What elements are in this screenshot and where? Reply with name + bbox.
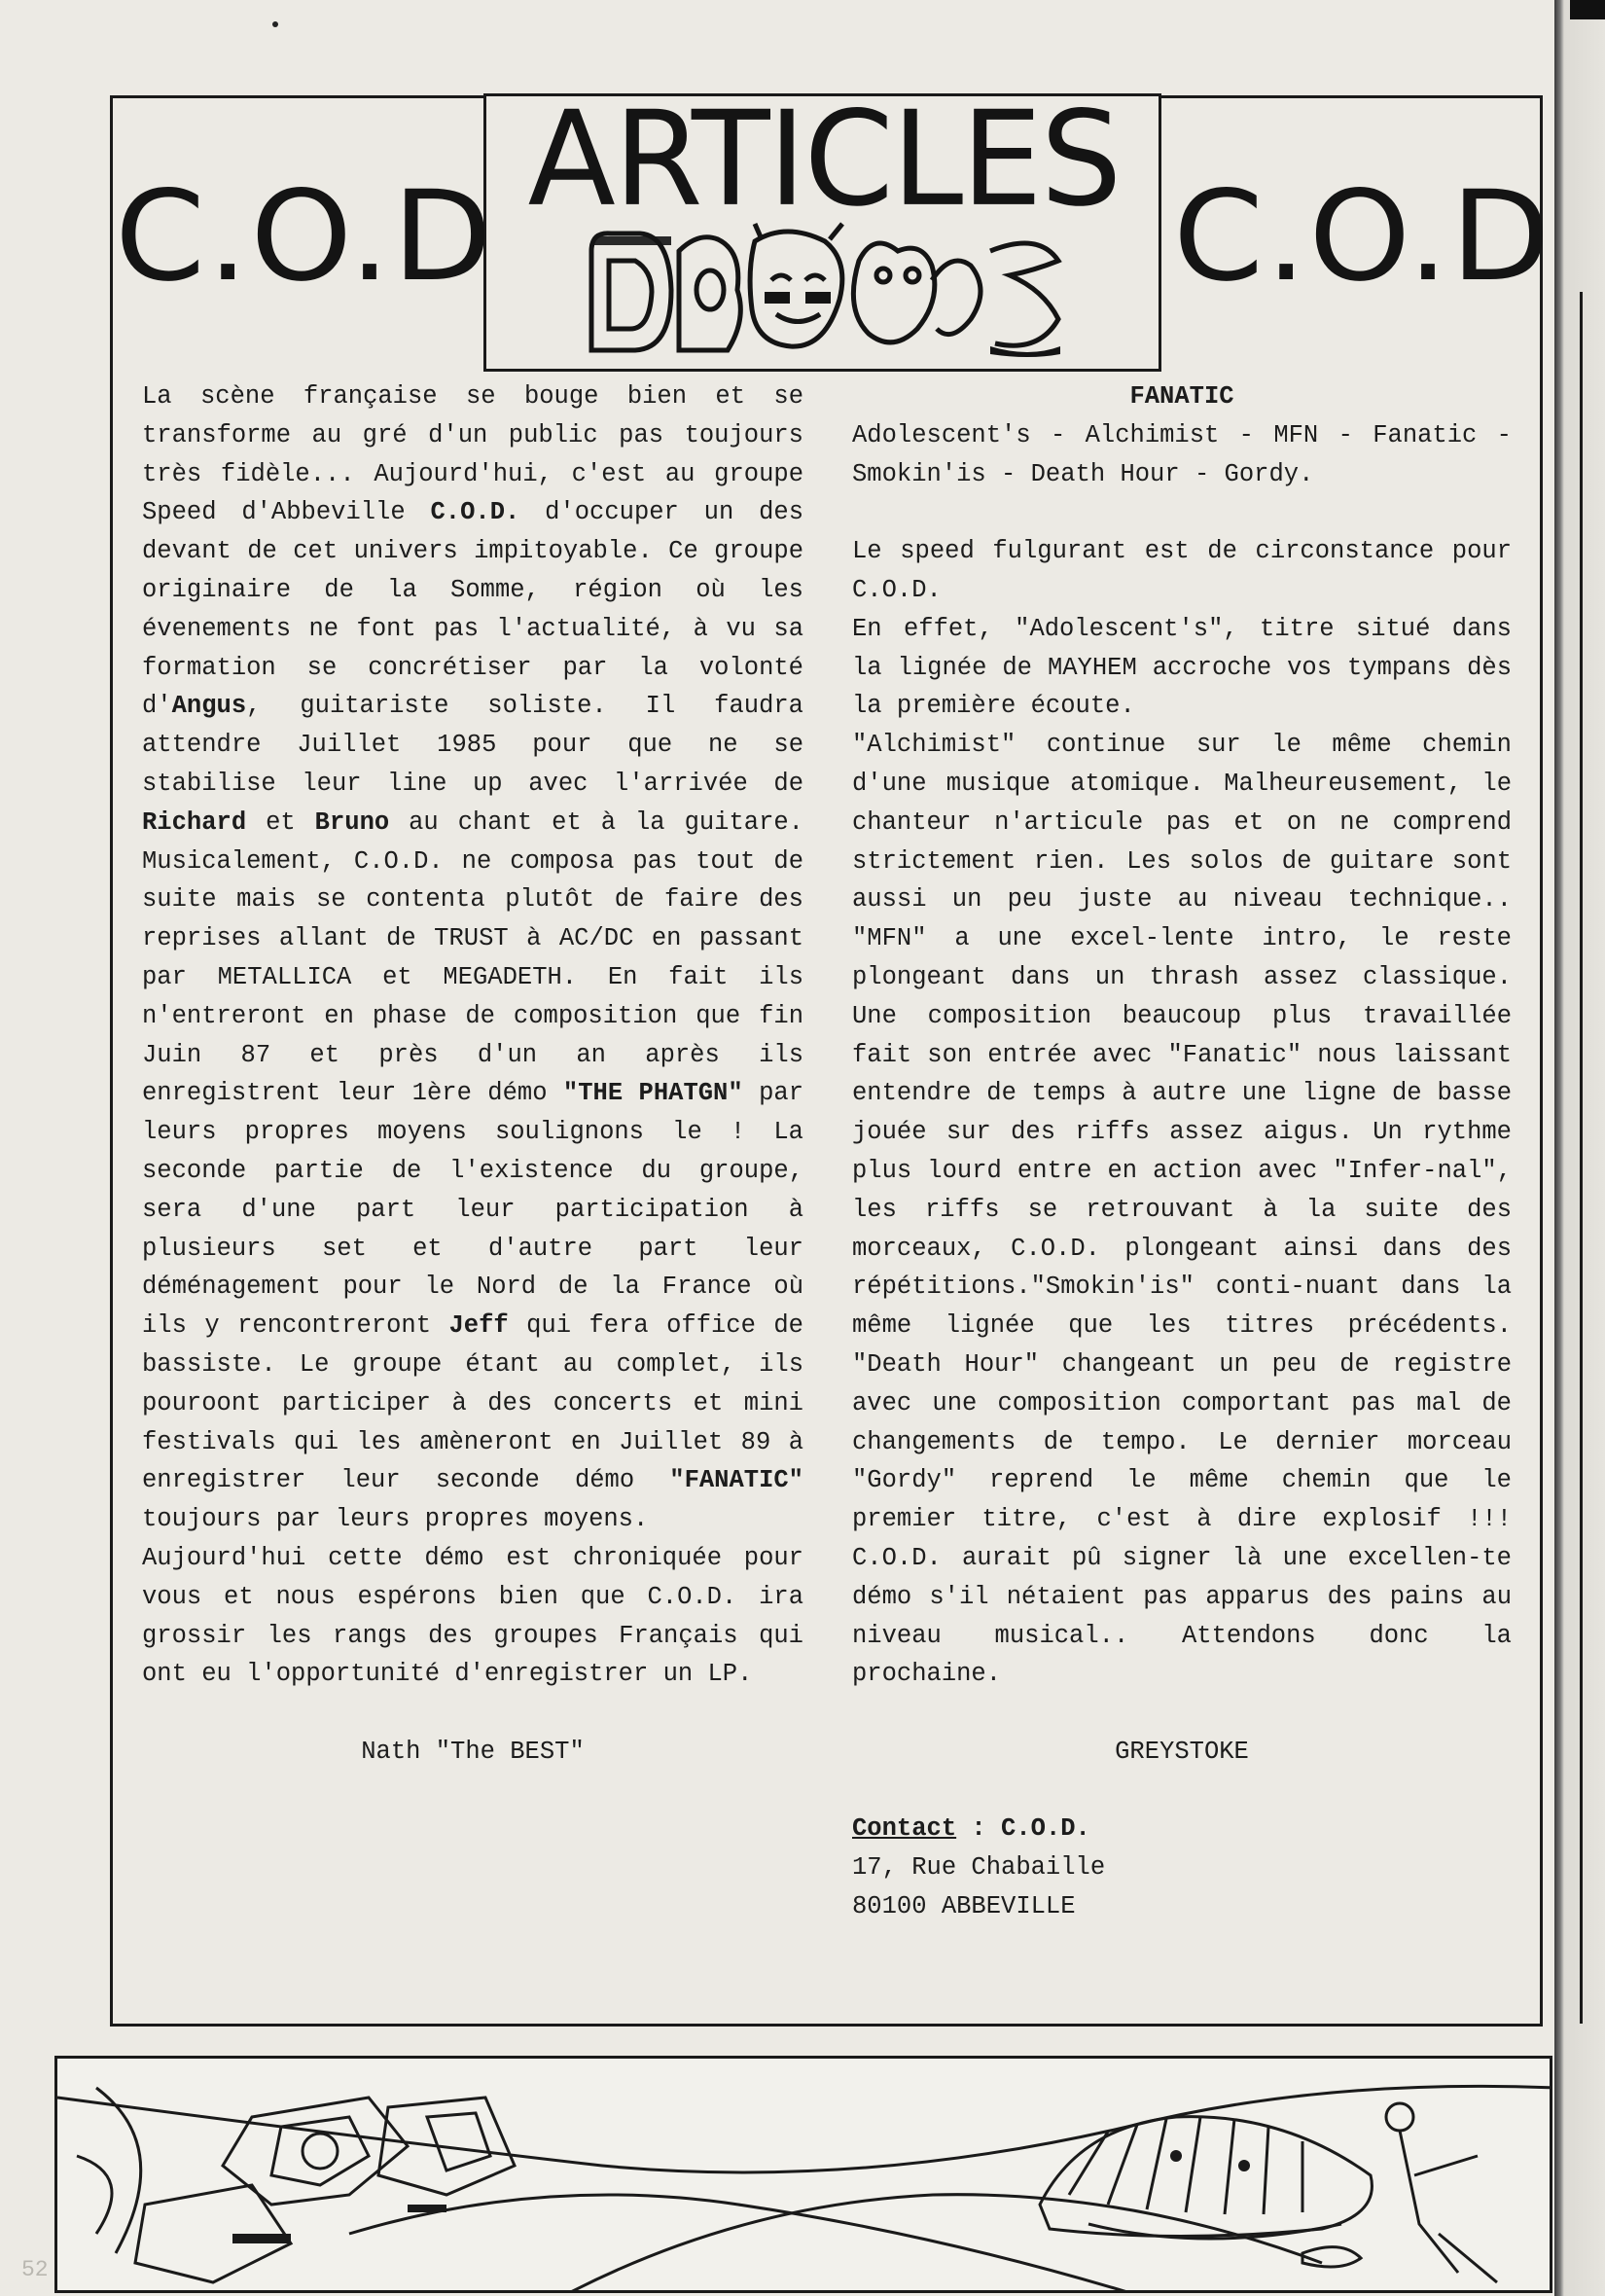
review-intro: Le speed fulgurant est de circonstance pour C.O.D. [852, 537, 1512, 604]
page-number: 52 [21, 2257, 49, 2282]
spaceship-illustration [57, 2059, 1552, 2293]
section-title: ARTICLES [527, 83, 1121, 236]
member-name: Jeff [448, 1311, 509, 1341]
text-run: et [246, 807, 315, 837]
spacer [852, 493, 1512, 532]
author-signature: Nath "The BEST" [361, 1737, 585, 1766]
contact-separator: : [956, 1814, 1002, 1844]
text-run: qui fera office de bassiste. Le groupe étant au complet, ils pouroont participer à des concerts et mini festivals qui les amèneront en Juillet 89 à enregistrer leur seconde démo [142, 1311, 803, 1495]
text-run: d'occuper un des devant de cet univers impitoyable. Ce groupe originaire de la Somme, région où les évenements ne font pas l'actualité, à vu sa formation se concrétiser par la volonté d' [142, 498, 803, 721]
text-run: La scène française se bouge bien et se transforme au gré d'un public pas toujours très fidèle... Aujourd'hui, c'est au groupe Speed d'Abbeville [142, 382, 803, 527]
demo-title: "FANATIC" [669, 1466, 803, 1495]
address-street: 17, Rue Chabaille [852, 1853, 1106, 1883]
edge-mark [1570, 0, 1605, 19]
reviewer-signature: GREYSTOKE [1115, 1737, 1249, 1766]
member-name: Angus [171, 692, 247, 721]
spacer [852, 1694, 1512, 1733]
contact-line [852, 1810, 1512, 1848]
text-run: , guitariste soliste. Il faudra attendre Juillet 1985 pour que ne se stabilise leur line up avec l'arrivée de [142, 692, 803, 798]
band-logo-right: C.O.D [1173, 164, 1552, 309]
article-column-left [142, 377, 803, 1772]
contact-name: C.O.D. [1001, 1814, 1090, 1844]
spacer [852, 1772, 1512, 1811]
edge-line [1580, 292, 1583, 2024]
band-logo-left: C.O.D [115, 164, 494, 309]
review-body: "Alchimist" continue sur le même chemin d'une musique atomique. Malheureusement, le chanteur n'articule pas et on ne comprend strictement rien. Les solos de guitare sont aussi un peu juste au niveau technique.. "MFN" a une excel-lente intro, le reste plongeant dans un thrash assez classique. Une composition beaucoup plus travaillée fait son entrée avec "Fanatic" nous laissant entendre de temps à autre une ligne de basse jouée sur des riffs assez aigus. Un rythme plus lourd entre en action avec "Infer-nal", les riffs se retrouvant à la suite des morceaux, C.O.D. plongeant ainsi dans des répétitions."Smokin'is" conti-nuant dans la même lignée que les titres précédents. "Death Hour" changeant un peu de registre avec une composition comportant pas mal de changements de tempo. Le dernier morceau "Gordy" reprend le même chemin que le premier titre, c'est à dire explosif !!! C.O.D. aurait pû signer là une excellen-te démo s'il nétaient pas apparus des pains au niveau musical.. Attendons donc la prochaine. [852, 731, 1512, 1689]
text-run: toujours par leurs propres moyens. [142, 1505, 649, 1534]
member-name: Bruno [314, 807, 390, 837]
article-column-right [852, 377, 1512, 1926]
text-run: par leurs propres moyens soulignons le ! La seconde partie de l'existence du groupe, sera d'une part leur participation à plusieurs set et d'autre part leur déménagement pour le Nord de la France où ils y rencontreront [142, 1079, 803, 1341]
closing-paragraph: Aujourd'hui cette démo est chroniquée pour vous et nous espérons bien que C.O.D. ira grossir les rangs des groupes Français qui ont eu l'opportunité d'enregistrer un LP. [142, 1543, 803, 1689]
demos-logo-illustration [582, 222, 1068, 360]
band-name: C.O.D. [430, 498, 520, 527]
review-paragraph: En effet, "Adolescent's", titre situé dans la lignée de MAYHEM accroche vos tympans dès la première écoute. [852, 614, 1512, 721]
demo-heading: FANATIC [1129, 382, 1234, 411]
tracklist: Adolescent's - Alchimist - MFN - Fanatic - Smokin'is - Death Hour - Gordy. [852, 420, 1512, 488]
footer-illustration [54, 2056, 1552, 2293]
contact-label: Contact [852, 1814, 957, 1844]
speck [272, 21, 278, 27]
member-name: Richard [142, 807, 247, 837]
demo-title: "THE PHATGN" [562, 1079, 743, 1108]
address-city: 80100 ABBEVILLE [852, 1892, 1076, 1921]
text-run: au chant et à la guitare. Musicalement, C.O.D. ne composa pas tout de suite mais se contenta plutôt de faire des reprises allant de TRUST à AC/DC en passant par METALLICA et MEGADETH. En fait ils n'entreront en phase de composition que fin Juin 87 et près d'un an après ils enregistrent leur 1ère démo [142, 807, 803, 1108]
intro-paragraph [142, 377, 803, 1539]
